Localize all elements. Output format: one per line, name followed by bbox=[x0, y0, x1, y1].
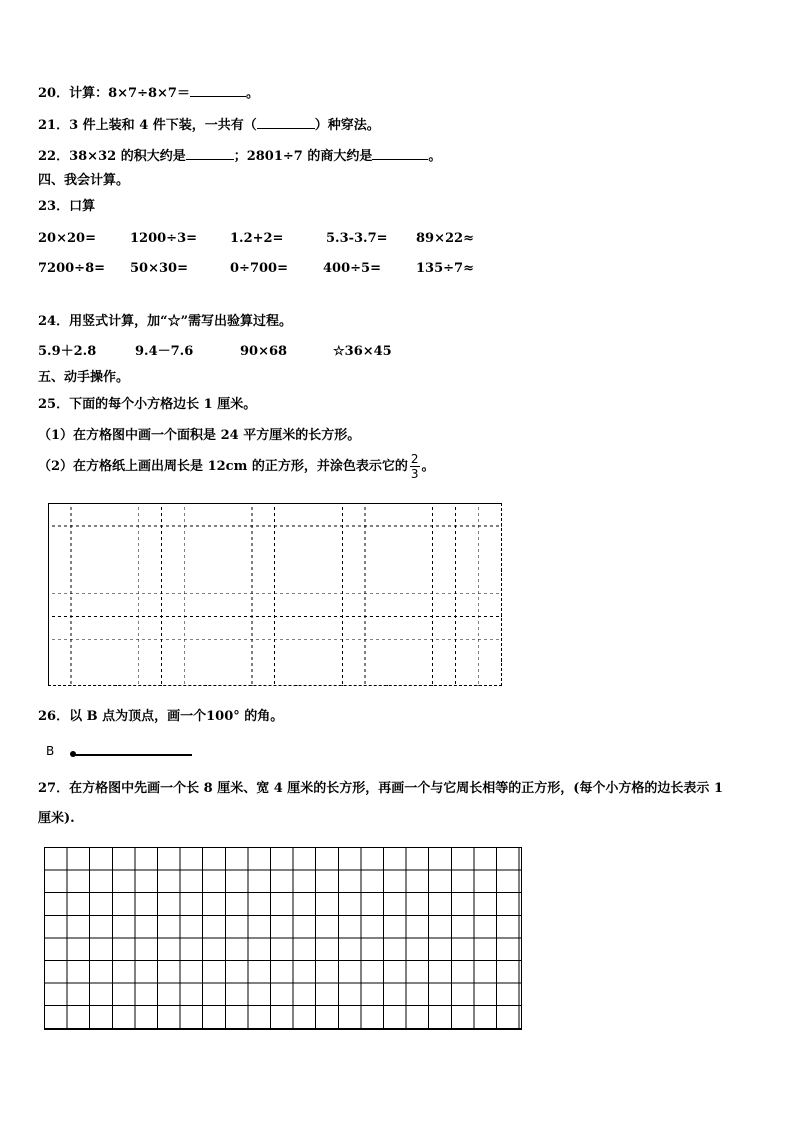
question-27-line2: 厘米). bbox=[38, 811, 75, 826]
question-22 bbox=[38, 146, 441, 166]
calc-item: 20×20= bbox=[38, 231, 96, 246]
calc-item: 89×22≈ bbox=[416, 231, 474, 246]
calc-item: 50×30= bbox=[130, 261, 188, 276]
calc-item: 135÷7≈ bbox=[416, 261, 474, 276]
solid-grid-paper[interactable] bbox=[44, 847, 522, 1030]
answer-blank[interactable] bbox=[257, 115, 315, 129]
calc-item: 7200÷8= bbox=[38, 261, 106, 276]
point-b-label: B bbox=[46, 744, 55, 758]
vertical-calc-item: 5.9＋2.8 bbox=[38, 344, 97, 359]
question-25-title: 25．下面的每个小方格边长 1 厘米。 bbox=[38, 397, 257, 412]
answer-blank[interactable] bbox=[372, 146, 428, 160]
q21-text: 21．3 件上装和 4 件下装，一共有（ bbox=[38, 118, 257, 133]
answer-blank[interactable] bbox=[190, 83, 246, 97]
fraction bbox=[410, 452, 420, 481]
vertical-calc-item: ☆36×45 bbox=[333, 344, 392, 359]
question-21 bbox=[38, 115, 380, 135]
calc-item: 5.3-3.7= bbox=[326, 231, 388, 246]
question-20 bbox=[38, 83, 259, 103]
q25-part2-end: 。 bbox=[421, 459, 435, 474]
section-4-heading: 四、我会计算。 bbox=[38, 173, 130, 188]
ray-line bbox=[72, 754, 192, 756]
q20-text: 20．计算：8×7÷8×7＝ bbox=[38, 86, 190, 101]
q20-end: 。 bbox=[245, 86, 259, 101]
section-5-heading: 五、动手操作。 bbox=[38, 370, 130, 385]
calc-item: 1200÷3= bbox=[130, 231, 198, 246]
calc-item: 1.2+2= bbox=[230, 231, 284, 246]
calc-item: 400÷5= bbox=[323, 261, 381, 276]
calc-item: 0÷700= bbox=[230, 261, 288, 276]
fraction-numerator: 2 bbox=[410, 452, 419, 466]
vertical-calc-item: 90×68 bbox=[240, 344, 288, 359]
q21-end: ）种穿法。 bbox=[314, 118, 380, 133]
question-26-title: 26．以 B 点为顶点，画一个100° 的角。 bbox=[38, 709, 284, 724]
fraction-denominator: 3 bbox=[410, 467, 419, 481]
answer-blank[interactable] bbox=[186, 146, 234, 160]
q22-text1: 22．38×32 的积大约是 bbox=[38, 149, 186, 164]
q22-text2: ；2801÷7 的商大约是 bbox=[233, 149, 373, 164]
question-23-title: 23．口算 bbox=[38, 199, 96, 214]
question-25-part2 bbox=[38, 452, 435, 482]
question-27-line1: 27．在方格图中先画一个长 8 厘米、宽 4 厘米的长方形，再画一个与它周长相等的正方形，(每个小方格的边长表示 1 bbox=[38, 781, 724, 796]
dashed-grid-paper[interactable] bbox=[48, 503, 502, 686]
question-24-title: 24．用竖式计算，加“☆”需写出验算过程。 bbox=[38, 314, 293, 329]
q22-end: 。 bbox=[428, 149, 442, 164]
q25-part2-text: （2）在方格纸上画出周长是 12cm 的正方形，并涂色表示它的 bbox=[38, 459, 408, 474]
vertical-calc-item: 9.4－7.6 bbox=[135, 344, 194, 359]
question-25-part1: （1）在方格图中画一个面积是 24 平方厘米的长方形。 bbox=[38, 428, 361, 443]
